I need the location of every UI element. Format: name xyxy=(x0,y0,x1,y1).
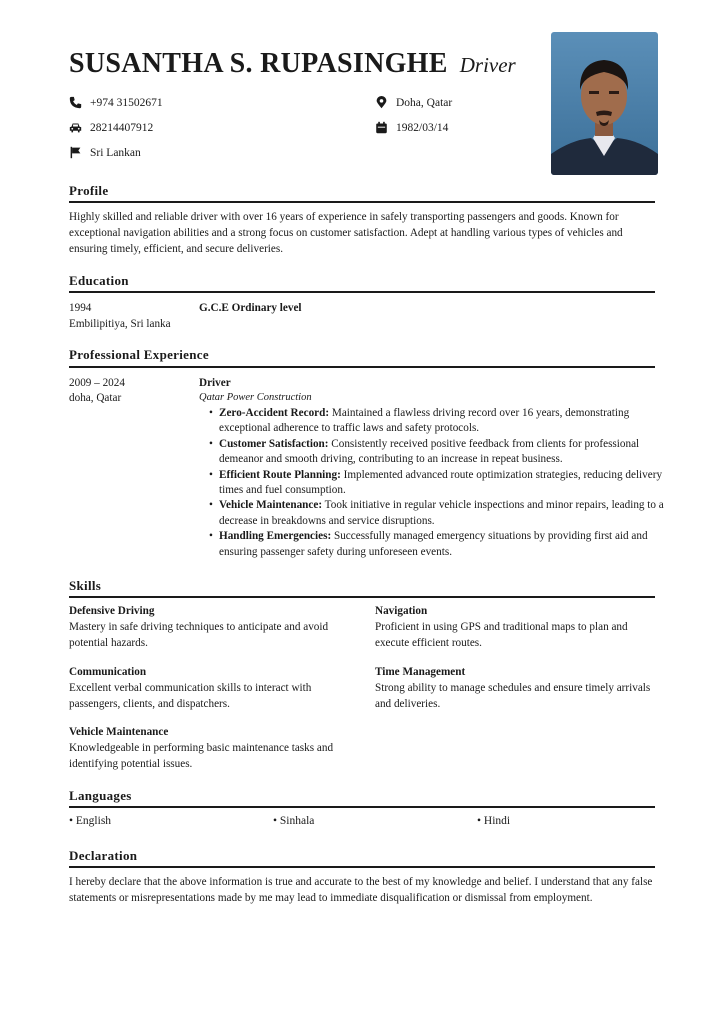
candidate-name: SUSANTHA S. RUPASINGHE xyxy=(69,48,448,79)
education-heading: Education xyxy=(69,273,129,288)
experience-company: Qatar Power Construction xyxy=(199,392,312,403)
car-icon xyxy=(69,121,82,134)
divider xyxy=(69,806,655,808)
list-item: • Efficient Route Planning: Implemented advanced route optimization strategies, reducing delivery times and fuel consumption. xyxy=(219,468,667,499)
skill-name: Time Management xyxy=(375,666,466,678)
experience-place: doha, Qatar xyxy=(69,392,122,404)
profile-photo xyxy=(551,32,658,175)
divider xyxy=(69,291,655,293)
list-item: • Customer Satisfaction: Consistently received positive feedback from clients for professional demeanor and smooth driving, contributing to an increase in repeat business. xyxy=(219,437,667,468)
declaration-text: I hereby declare that the above information is true and accurate to the best of my knowledge and belief. I understand that any false statements or misrepresentations made by me may lead to immediate disqualification or dismissal from employment. xyxy=(69,876,653,904)
divider xyxy=(69,201,655,203)
header xyxy=(69,48,516,80)
flag-icon xyxy=(69,146,82,159)
declaration-heading: Declaration xyxy=(69,848,138,863)
skill-name: Defensive Driving xyxy=(69,605,155,617)
contact-phone xyxy=(69,96,163,109)
nationality-text: Sri Lankan xyxy=(90,146,141,159)
contact-license xyxy=(69,121,153,134)
education-degree: G.C.E Ordinary level xyxy=(199,302,302,314)
profile-heading: Profile xyxy=(69,183,109,198)
calendar-icon xyxy=(375,121,388,134)
language-item: • Sinhala xyxy=(273,815,315,827)
skill-name: Communication xyxy=(69,666,147,678)
experience-position: Driver xyxy=(199,377,231,389)
location-text: Doha, Qatar xyxy=(396,96,453,109)
skill-name: Vehicle Maintenance xyxy=(69,726,169,738)
list-item: • Vehicle Maintenance: Took initiative in regular vehicle inspections and minor repairs, leading to a decrease in breakdowns and service disruptions. xyxy=(219,498,667,529)
language-item: • Hindi xyxy=(477,815,511,827)
experience-bullets xyxy=(209,406,667,560)
experience-dates: 2009 – 2024 xyxy=(69,377,125,389)
skill-text: Strong ability to manage schedules and ensure timely arrivals and deliveries. xyxy=(375,682,651,710)
education-year: 1994 xyxy=(69,302,92,314)
education-place: Embilipitiya, Sri lanka xyxy=(69,318,171,330)
language-item: • English xyxy=(69,815,112,827)
phone-icon xyxy=(69,96,82,109)
job-role: Driver xyxy=(459,53,516,77)
profile-text: Highly skilled and reliable driver with over 16 years of experience in safely transporting passengers and goods. Known for exceptional navigation abilities and a strong focus on customer satisfaction. Adept at handling various types of vehicles and ensuring timely, efficient, and secure deliveries. xyxy=(69,211,623,255)
divider xyxy=(69,366,655,368)
skill-text: Excellent verbal communication skills to interact with passengers, clients, and dispatchers. xyxy=(69,682,312,710)
contact-birthdate xyxy=(375,121,448,134)
contact-location xyxy=(375,96,452,109)
divider xyxy=(69,866,655,868)
list-item: • Handling Emergencies: Successfully managed emergency situations by providing first aid and ensuring passenger safety during unforeseen events. xyxy=(219,529,667,560)
divider xyxy=(69,596,655,598)
birthdate-text: 1982/03/14 xyxy=(396,121,449,134)
phone-text: +974 31502671 xyxy=(90,96,163,109)
skill-text: Knowledgeable in performing basic maintenance tasks and identifying potential issues. xyxy=(69,742,334,770)
skill-name: Navigation xyxy=(375,605,428,617)
skill-text: Proficient in using GPS and traditional maps to plan and execute efficient routes. xyxy=(375,621,628,649)
person-photo-icon xyxy=(551,32,658,175)
skills-heading: Skills xyxy=(69,578,102,593)
location-pin-icon xyxy=(375,96,388,109)
license-text: 28214407912 xyxy=(90,121,154,134)
experience-heading: Professional Experience xyxy=(69,347,209,362)
skill-text: Mastery in safe driving techniques to anticipate and avoid potential hazards. xyxy=(69,621,329,649)
list-item: • Zero-Accident Record: Maintained a flawless driving record over 16 years, demonstrating exceptional adherence to traffic laws and safety protocols. xyxy=(219,406,667,437)
languages-heading: Languages xyxy=(69,788,132,803)
contact-nationality xyxy=(69,146,141,159)
